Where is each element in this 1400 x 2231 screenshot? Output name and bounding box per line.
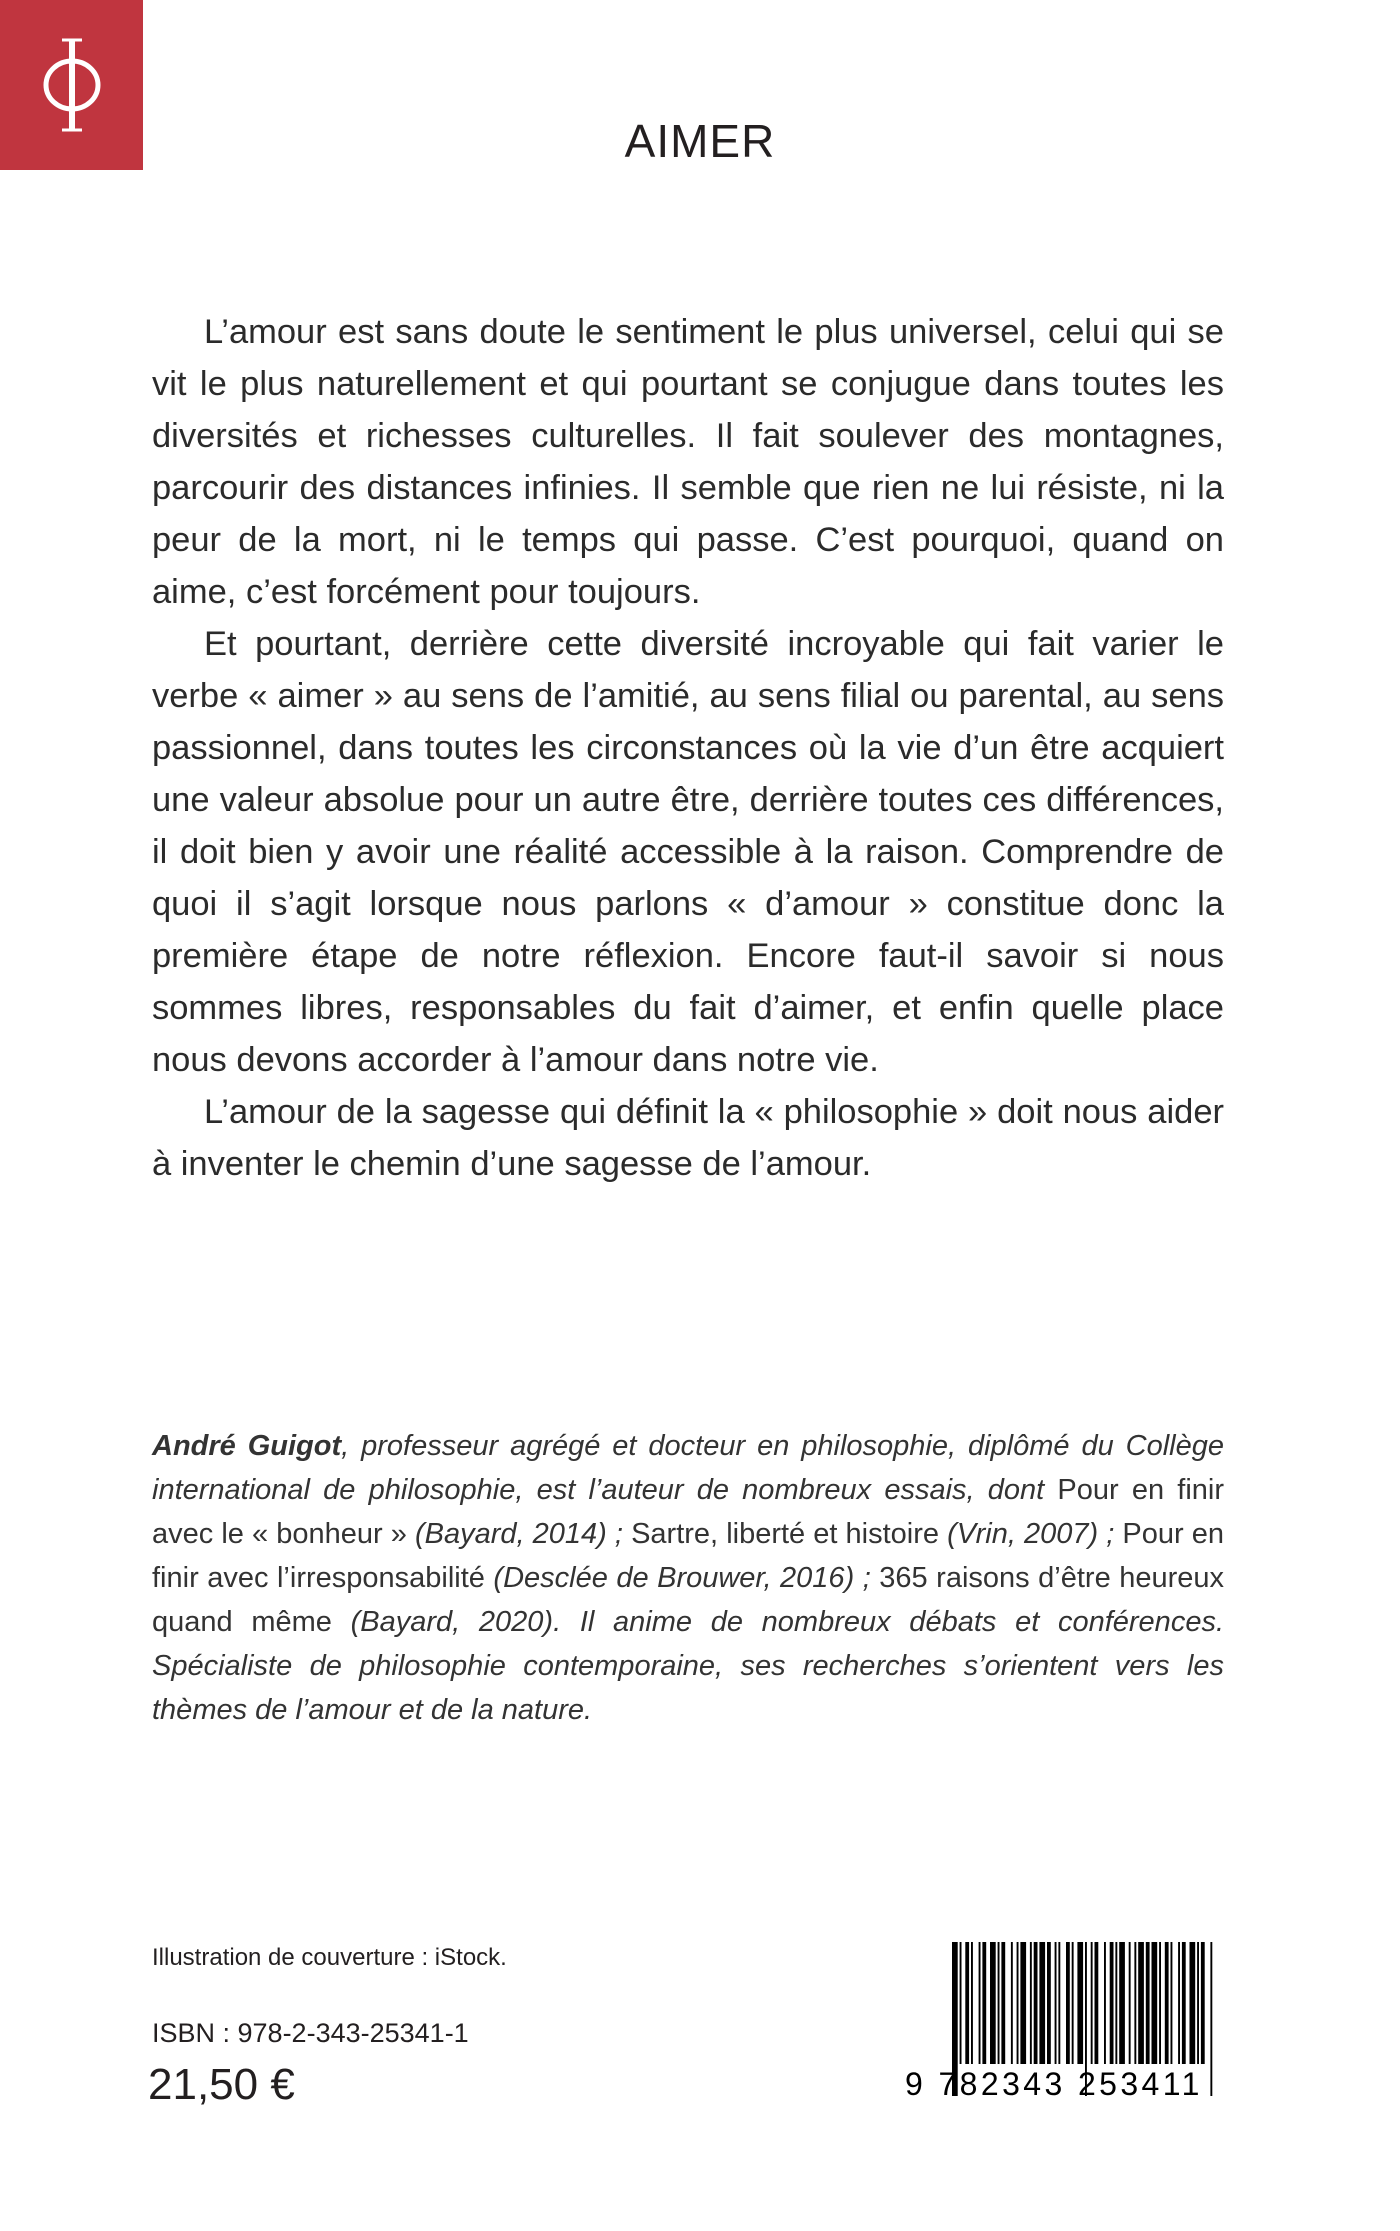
barcode-bar [1201,1942,1205,2064]
barcode-number: 9 782343 253411 [905,2066,1203,2102]
barcode-bar [1072,1942,1074,2064]
barcode-bar [1055,1942,1057,2064]
author-bio [152,1424,1224,1732]
barcode-bar [1115,1942,1117,2064]
barcode-bar [1165,1942,1169,2064]
barcode-bar [1129,1942,1131,2064]
barcode-bar [1077,1942,1083,2064]
bio-text: (Vrin, 2007) ; [939,1518,1123,1550]
barcode-bar [1171,1942,1173,2064]
bio-text: (Bayard, 2014) ; [406,1518,632,1550]
barcode-bar [1066,1942,1070,2064]
barcode-bar [1110,1942,1114,2064]
barcode-bar [1001,1942,1005,2064]
barcode-bar [1047,1942,1051,2064]
barcode-bar [1146,1942,1150,2064]
book-title: AIMER [624,115,776,167]
barcode-bar [1182,1942,1186,2064]
blurb-paragraph: Et pourtant, derrière cette diversité incroyable qui fait varier le verbe « aimer » au sens de l’amitié, au sens filial ou parental, au sens passionnel, dans toutes les circonstances où la vie d’un être acquiert une valeur absolue pour un autre être, derrière toutes ces différences, il doit bien y avoir une réalité accessible à la raison. Comprendre de quoi il s’agit lorsque nous parlons « d’amour » constitue donc la première étape de notre réflexion. Encore faut-il savoir si nous sommes libres, responsables du fait d’aimer, et enfin quelle place nous devons accorder à l’amour dans notre vie. [152,625,1224,1079]
barcode-bar [1095,1942,1099,2064]
barcode-bar [1017,1942,1019,2064]
barcode-bar [998,1942,1000,2064]
barcode-bar [1178,1942,1180,2064]
barcode-bar [1034,1942,1038,2064]
illustration-credit: Illustration de couverture : iStock. [152,1944,507,1971]
barcode-bar [1119,1942,1125,2064]
barcode-bar [982,1942,986,2064]
bio-text: , professeur agrégé et docteur en philosophie, diplômé du Collège international de philosophie, est l’auteur de nombreux essais, dont [152,1430,1224,1506]
barcode-bar [971,1942,973,2064]
barcode-bar [1104,1942,1106,2064]
barcode-bar [1091,1942,1093,2064]
isbn: ISBN : 978-2-343-25341-1 [152,2018,469,2048]
barcode-bar [1190,1942,1196,2064]
back-cover-blurb [152,306,1224,1190]
blurb-paragraph: L’amour est sans doute le sentiment le plus universel, celui qui se vit le plus naturellement et qui pourtant se conjugue dans toutes les diversités et richesses culturelles. Il fait soulever des montagnes, parcourir des distances infinies. Il semble que rien ne lui résiste, ni la peur de la mort, ni le temps qui passe. C’est pourquoi, quand on aime, c’est forcément pour toujours. [152,313,1224,611]
book-title-ref: Sartre, liberté et histoire [631,1518,940,1550]
bio-text: (Desclée de Brouwer, 2016) ; [484,1562,880,1594]
bio-text: (Bayard, 2020). Il anime de nombreux débats et conférences. Spécialiste de philosophie contemporaine, ses recherches s’orientent vers les thèmes de l’amour et de la nature. [152,1606,1224,1726]
barcode-bar [1159,1942,1161,2064]
barcode-bar [1058,1942,1060,2064]
barcode-bar [1138,1942,1144,2064]
barcode-bar [979,1942,981,2064]
book-title-ref: Pour en finir avec le « bonheur » [152,1474,1224,1550]
price: 21,50 € [148,2060,295,2109]
barcode-bar [960,1942,962,2064]
barcode-bar [1197,1942,1199,2064]
barcode-bar [990,1942,996,2064]
blurb-paragraph: L’amour de la sagesse qui définit la « philosophie » doit nous aider à inventer le chemin d’une sagesse de l’amour. [152,1093,1224,1183]
book-title-ref: Pour en finir avec l’irresponsabilité [152,1518,1225,1594]
barcode-bar [1011,1942,1013,2064]
barcode-bar [1134,1942,1136,2064]
barcode-bar [1030,1942,1032,2064]
barcode-bar [1020,1942,1026,2064]
book-title-ref: 365 raisons d’être heureux quand même [152,1562,1224,1638]
barcode-bar [1152,1942,1158,2064]
author-name: André Guigot [152,1430,342,1462]
barcode-bar [965,1942,969,2064]
barcode-bar [1039,1942,1045,2064]
